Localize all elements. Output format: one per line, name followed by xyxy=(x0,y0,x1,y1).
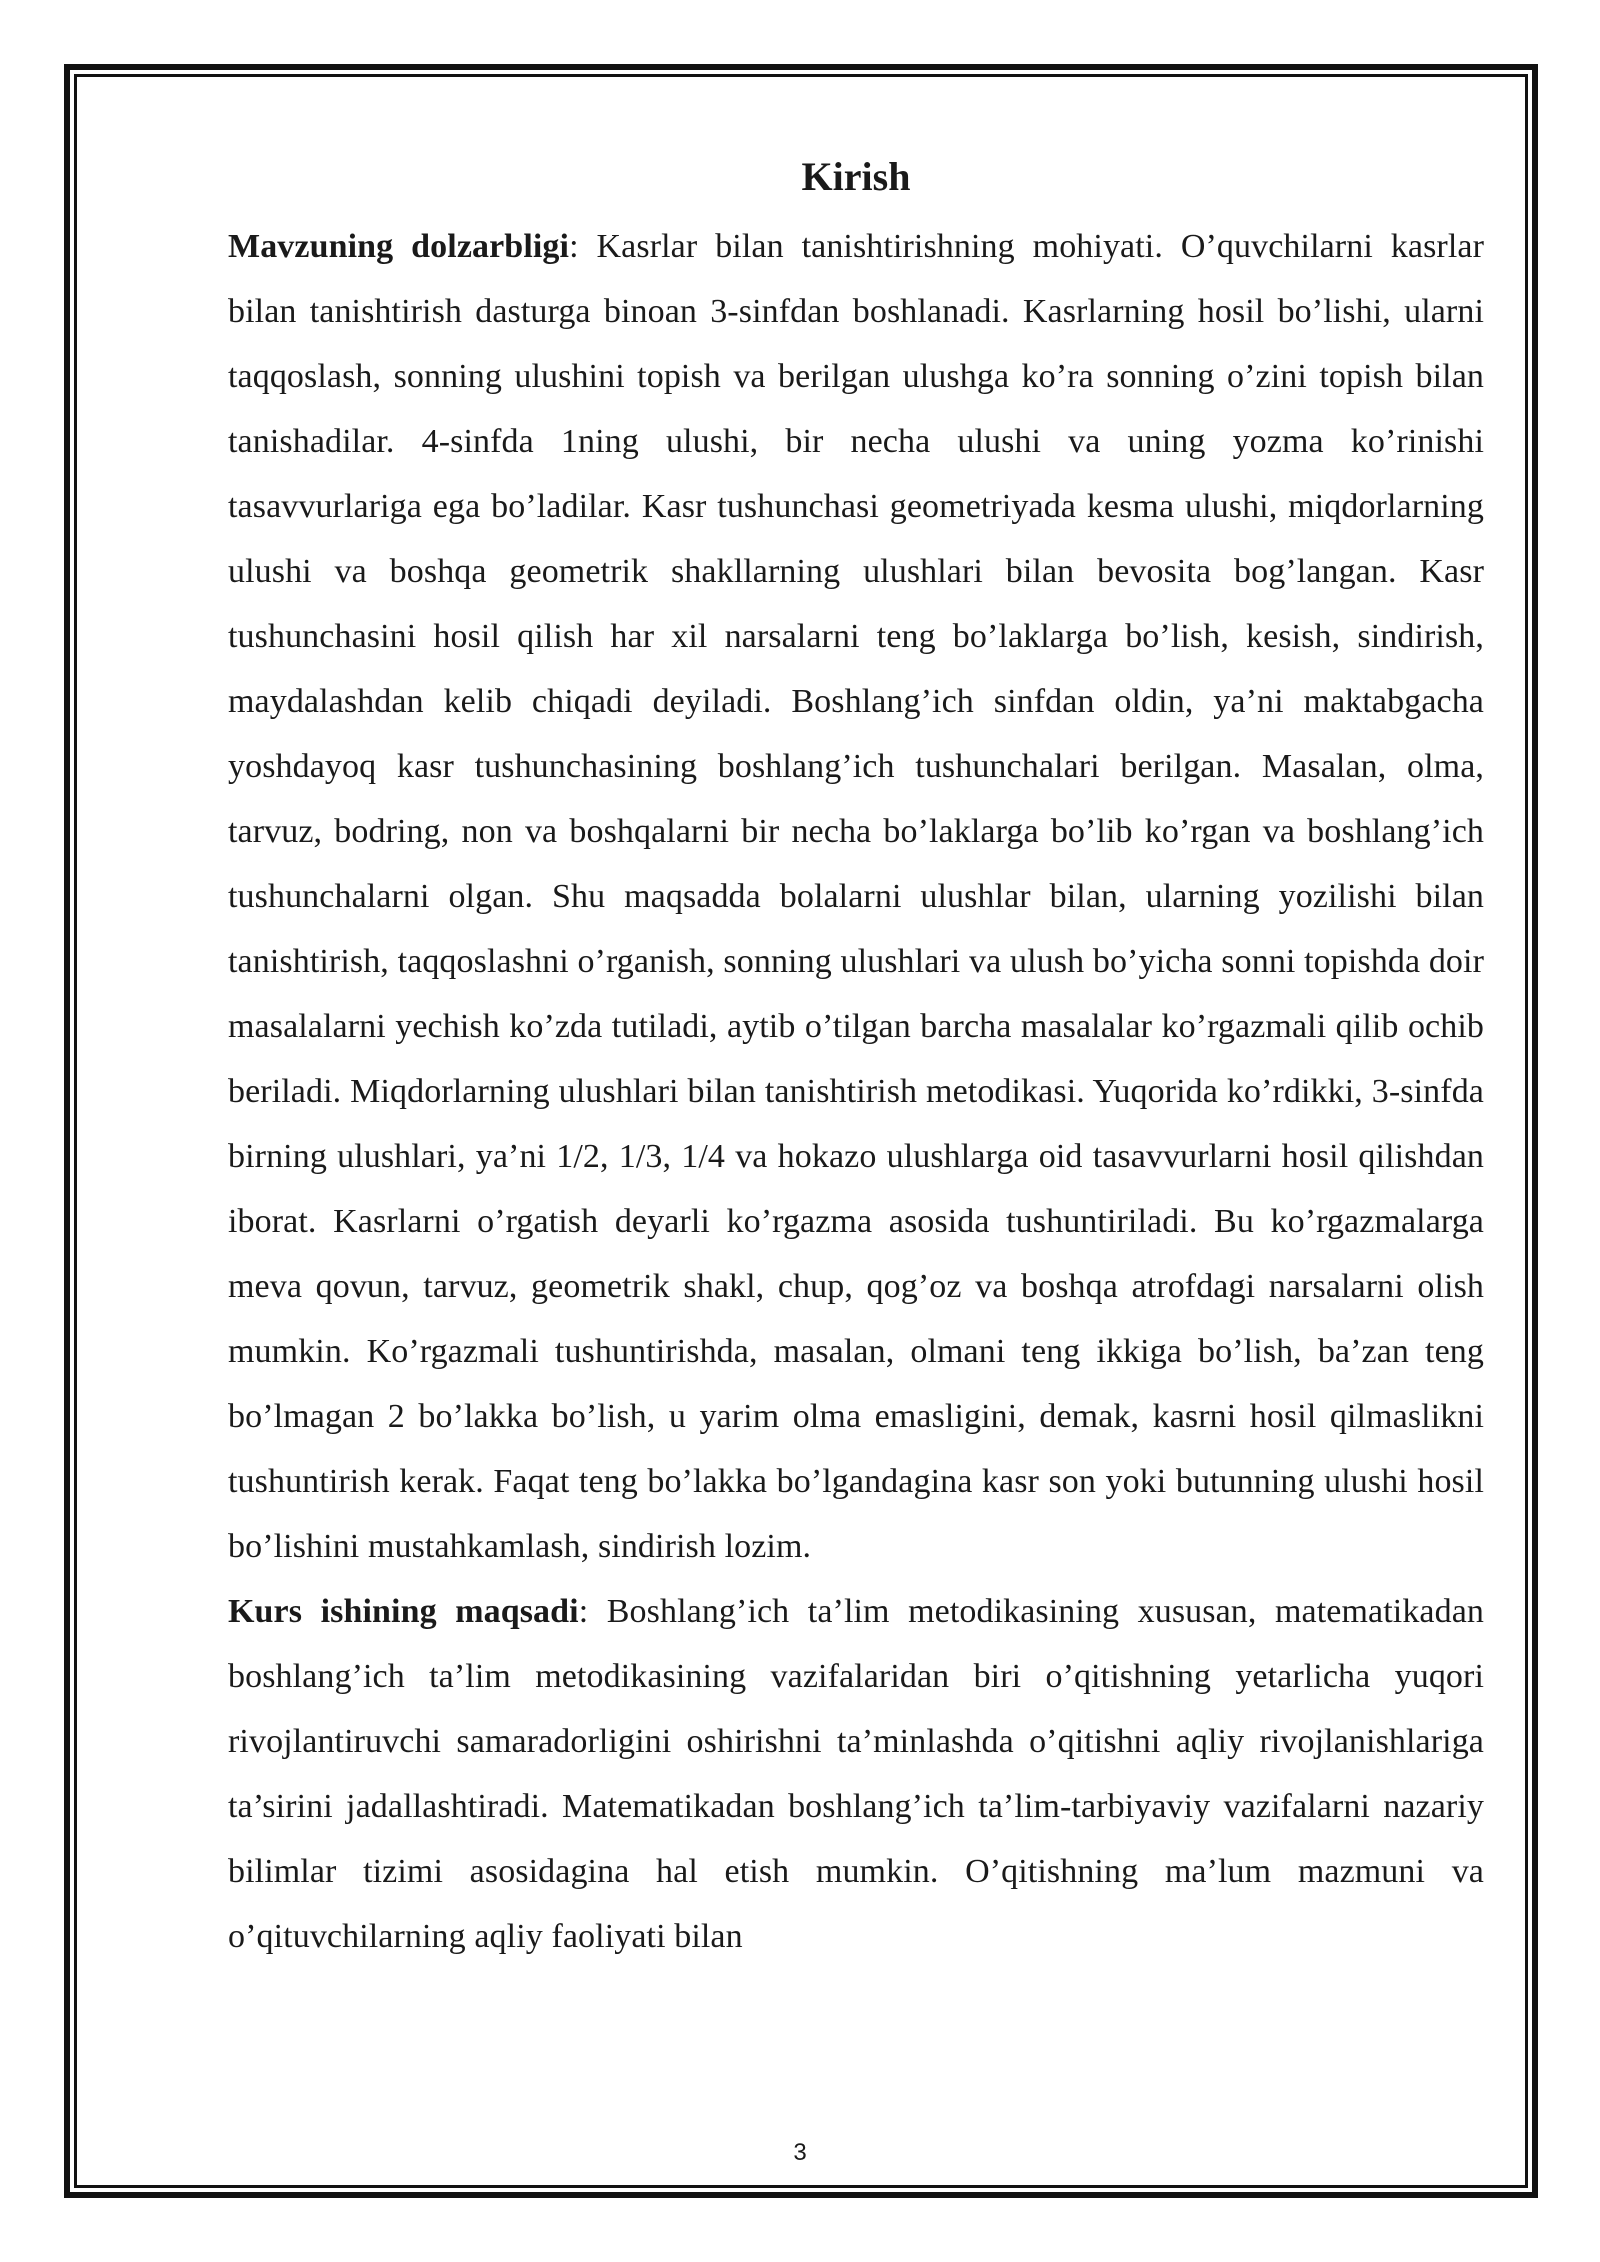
paragraph-lead: Mavzuning dolzarbligi xyxy=(228,228,570,265)
lead-separator: : xyxy=(578,1593,589,1630)
lead-separator: : xyxy=(569,228,579,265)
page-number: 3 xyxy=(793,2139,807,2166)
document-title: Kirish xyxy=(801,154,911,199)
paragraph-relevance xyxy=(228,214,1484,1579)
paragraph-text: Kasrlar bilan tanishtirishning mohiyati. O’quvchilarni kasrlar bilan tanishtirish dasturga binoan 3-sinfdan boshlanadi. Kasrlarning hosil bo’lishi, ularni taqqoslash, sonning ulushini topish va berilgan ulushga ko’ra sonning o’zini topish bilan tanishadilar. 4-sinfda 1ning ulushi, bir necha ulushi va uning yozma ko’rinishi tasavvurlariga ega bo’ladilar. Kasr tushunchasi geometriyada kesma ulushi, miqdorlarning ulushi va boshqa geometrik shakllarning ulushlari bilan bevosita bog’langan. Kasr tushunchasini hosil qilish har xil narsalarni teng bo’laklarga bo’lish, kesish, sindirish, maydalashdan kelib chiqadi deyiladi. Boshlang’ich sinfdan oldin, ya’ni maktabgacha yoshdayoq kasr tushunchasining boshlang’ich tushunchalari berilgan. Masalan, olma, tarvuz, bodring, non va boshqalarni bir necha bo’laklarga bo’lib ko’rgan va boshlang’ich tushunchalarni olgan. Shu maqsadda bolalarni ulushlar bilan, ularning yozilishi bilan tanishtirish, taqqoslashni o’rganish, sonning ulushlari va ulush bo’yicha sonni topishda doir masalalarni yechish ko’zda tutiladi, aytib o’tilgan barcha masalalar ko’rgazmali qilib ochib beriladi. Miqdorlarning ulushlari bilan tanishtirish metodikasi. Yuqorida ko’rdikki, 3-sinfda birning ulushlari, ya’ni 1/2, 1/3, 1/4 va hokazo ulushlarga oid tasavvurlarni hosil qilishdan iborat. Kasrlarni o’rgatish deyarli ko’rgazma asosida tushuntiriladi. Bu ko’rgazmalarga meva qovun, tarvuz, geometrik shakl, chup, qog’oz va boshqa atrofdagi narsalarni olish mumkin. Ko’rgazmali tushuntirishda, masalan, olmani teng ikkiga bo’lish, ba’zan teng bo’lmagan 2 bo’lakka bo’lish, u yarim olma emasligini, demak, kasrni hosil qilmaslikni tushuntirish kerak. Faqat teng bo’lakka bo’lgandagina kasr son yoki butunning ulushi hosil bo’lishini mustahkamlash, sindirish lozim. xyxy=(228,228,1484,1565)
paragraph-lead: Kurs ishining maqsadi xyxy=(228,1593,579,1630)
document-body xyxy=(228,140,1484,1969)
paragraph-text: Boshlang’ich ta’lim metodikasining xususan, matematikadan boshlang’ich ta’lim metodikasining vazifalaridan biri o’qitishning yetarlicha yuqori rivojlantiruvchi samaradorligini oshirishni ta’minlashda o’qitishni aqliy rivojlanishlariga ta’sirini jadallashtiradi. Matematikadan boshlang’ich ta’lim-tarbiyaviy vazifalarni nazariy bilimlar tizimi asosidagina hal etish mumkin. O’qitishning ma’lum mazmuni va o’qituvchilarning aqliy faoliyati bilan xyxy=(228,1593,1484,1955)
paragraph-objective xyxy=(228,1579,1484,1969)
